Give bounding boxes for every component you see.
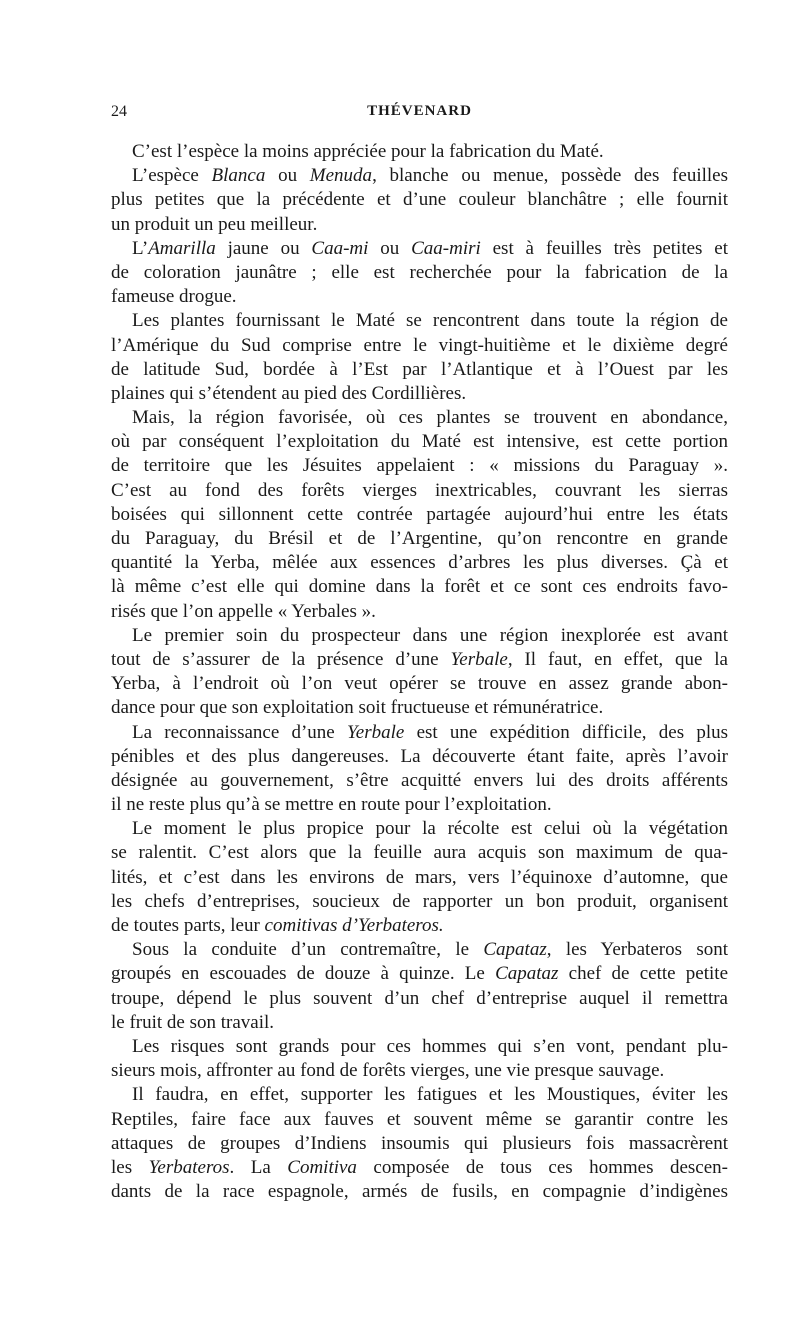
italic-term: Caa-miri <box>411 237 481 259</box>
text-line <box>111 1083 728 1107</box>
text-segment: où par conséquent l’exploitation du Maté est intensive, est cette portion <box>111 431 728 453</box>
text-line <box>111 1156 728 1180</box>
text-line <box>111 624 728 648</box>
text-segment: il ne reste plus qu’à se mettre en route pour l’exploitation. <box>111 794 552 816</box>
text-segment: C’est au fond des forêts vierges inextricables, couvrant les sierras <box>111 479 728 501</box>
italic-term: Capataz <box>483 939 547 961</box>
text-segment: La reconnaissance d’une <box>132 721 347 743</box>
text-segment: Yerba, à l’endroit où l’on veut opérer se trouve en assez grande abon- <box>111 673 728 695</box>
page-number: 24 <box>111 103 127 120</box>
text-segment: risés que l’on appelle « Yerbales ». <box>111 600 376 622</box>
text-segment: de toutes parts, leur <box>111 915 265 936</box>
text-segment: tout de s’assurer de la présence d’une <box>111 648 451 670</box>
text-line <box>111 817 728 841</box>
text-segment: l’Amérique du Sud comprise entre le vingt-huitième et le dixième degré <box>111 334 728 356</box>
text-segment: un produit un peu meilleur. <box>111 213 318 235</box>
text-segment: se ralentit. C’est alors que la feuille aura acquis son maximum de qua- <box>111 842 728 864</box>
text-line <box>111 503 728 527</box>
text-line <box>111 793 728 817</box>
text-segment: dants de la race espagnole, armés de fusils, en compagnie d’indigènes <box>111 1181 728 1203</box>
text-line <box>111 382 728 406</box>
text-segment: L’espèce <box>132 165 212 187</box>
text-segment: Reptiles, faire face aux fauves et souvent même se garantir contre les <box>111 1108 728 1130</box>
text-line <box>111 1035 728 1059</box>
text-segment: de coloration jaunâtre ; elle est recherchée pour la fabrication de la <box>111 261 728 283</box>
italic-term: Yerbale <box>450 648 508 670</box>
text-line <box>111 358 728 382</box>
text-line <box>111 575 728 599</box>
text-line <box>111 890 728 914</box>
text-segment: sieurs mois, affronter au fond de forêts vierges, une vie presque sauvage. <box>111 1060 665 1082</box>
text-line <box>111 1180 728 1204</box>
text-segment: lités, et c’est dans les environs de mars, vers l’équinoxe d’automne, que <box>111 866 728 888</box>
text-segment: Le moment le plus propice pour la récolte est celui où la végétation <box>132 818 728 840</box>
text-segment: désignée au gouvernement, s’être acquitté envers lui des droits afférents <box>111 769 728 791</box>
text-segment: Mais, la région favorisée, où ces plantes se trouvent en abondance, <box>132 407 728 429</box>
text-line <box>111 938 728 962</box>
text-segment: du Paraguay, du Brésil et de l’Argentine, qu’on rencontre en grande <box>111 528 728 549</box>
text-line <box>111 237 728 261</box>
text-line <box>111 1132 728 1156</box>
running-title: THÉVENARD <box>367 103 472 119</box>
italic-term: Caa-mi <box>311 237 369 259</box>
italic-term: Comitiva <box>287 1156 357 1178</box>
text-line <box>111 1108 728 1132</box>
text-segment: dance pour que son exploitation soit fructueuse et rémunératrice. <box>111 697 604 719</box>
text-line <box>111 841 728 865</box>
text-segment: plus petites que la précédente et d’une couleur blanchâtre ; elle fournit <box>111 189 728 211</box>
text-segment: pénibles et des plus dangereuses. La découverte étant faite, après l’avoir <box>111 745 728 767</box>
text-line <box>111 406 728 430</box>
text-line <box>111 551 728 575</box>
text-segment: troupe, dépend le plus souvent d’un chef d’entreprise auquel il remettra <box>111 987 728 1009</box>
page-header <box>111 103 728 127</box>
italic-term: Amarilla <box>148 237 216 259</box>
text-line <box>111 987 728 1011</box>
text-segment: groupés en escouades de douze à quinze. Le <box>111 963 496 985</box>
text-segment: est une expédition difficile, des plus <box>404 721 728 743</box>
text-line <box>111 696 728 720</box>
italic-term: comitivas d’Yerbateros. <box>264 915 444 936</box>
text-segment: les chefs d’entreprises, soucieux de rapporter un bon produit, organisent <box>111 890 728 912</box>
text-segment: jaune ou <box>215 237 312 259</box>
text-segment: composée de tous ces hommes descen- <box>356 1156 728 1178</box>
text-line <box>111 334 728 358</box>
text-segment: attaques de groupes d’Indiens insoumis qui plusieurs fois massacrèrent <box>111 1132 728 1154</box>
text-segment: est à feuilles très petites et <box>480 237 728 259</box>
text-line <box>111 866 728 890</box>
text-segment: plaines qui s’étendent au pied des Cordillières. <box>111 382 467 404</box>
text-segment: Il faudra, en effet, supporter les fatigues et les Moustiques, éviter les <box>132 1084 728 1106</box>
text-segment: boisées qui sillonnent cette contrée partagée aujourd’hui entre les états <box>111 503 728 525</box>
text-segment: le fruit de son travail. <box>111 1011 275 1033</box>
text-segment: ou <box>368 237 412 259</box>
text-line <box>111 285 728 309</box>
text-line <box>111 769 728 793</box>
text-line <box>111 454 728 478</box>
text-segment: fameuse drogue. <box>111 286 237 308</box>
text-segment: , blanche ou menue, possède des feuilles <box>372 165 728 187</box>
text-line <box>111 479 728 503</box>
italic-term: Blanca <box>211 165 266 187</box>
text-line <box>111 164 728 188</box>
text-line <box>111 672 728 696</box>
text-line <box>111 914 728 938</box>
text-segment: ou <box>265 165 310 187</box>
text-segment: là même c’est elle qui domine dans la forêt et ce sont ces endroits favo- <box>111 576 728 598</box>
text-segment: Les plantes fournissant le Maté se rencontrent dans toute la région de <box>132 310 728 332</box>
text-line <box>111 140 728 164</box>
text-line <box>111 1011 728 1035</box>
text-line <box>111 962 728 986</box>
text-line <box>111 648 728 672</box>
text-segment: quantité la Yerba, mêlée aux essences d’arbres les plus diverses. Çà et <box>111 552 728 574</box>
text-segment: chef de cette petite <box>558 963 728 985</box>
text-segment: Sous la conduite d’un contremaître, le <box>132 939 484 961</box>
text-line <box>111 188 728 212</box>
text-segment: Les risques sont grands pour ces hommes qui s’en vont, pendant plu- <box>132 1035 728 1057</box>
text-segment: de territoire que les Jésuites appelaient : « missions du Paraguay ». <box>111 455 728 477</box>
italic-term: Yerbateros <box>148 1156 230 1178</box>
italic-term: Menuda <box>309 165 373 187</box>
text-segment: L’ <box>132 237 149 259</box>
text-line <box>111 1059 728 1083</box>
text-segment: , Il faut, en effet, que la <box>507 648 728 670</box>
text-segment: Le premier soin du prospecteur dans une région inexplorée est avant <box>132 624 728 646</box>
text-line <box>111 213 728 237</box>
text-line <box>111 600 728 624</box>
text-line <box>111 430 728 454</box>
text-line <box>111 309 728 333</box>
text-segment: . La <box>229 1156 288 1178</box>
text-segment: C’est l’espèce la moins appréciée pour la fabrication du Maté. <box>132 141 604 162</box>
text-line <box>111 261 728 285</box>
text-line <box>111 527 728 551</box>
text-line <box>111 721 728 745</box>
italic-term: Capataz <box>495 963 559 985</box>
italic-term: Yerbale <box>346 721 405 743</box>
text-line <box>111 745 728 769</box>
text-segment: les <box>111 1156 149 1178</box>
text-segment: , les Yerbateros sont <box>546 939 728 961</box>
body-text <box>111 140 728 1204</box>
text-segment: de latitude Sud, bordée à l’Est par l’Atlantique et à l’Ouest par les <box>111 358 728 380</box>
